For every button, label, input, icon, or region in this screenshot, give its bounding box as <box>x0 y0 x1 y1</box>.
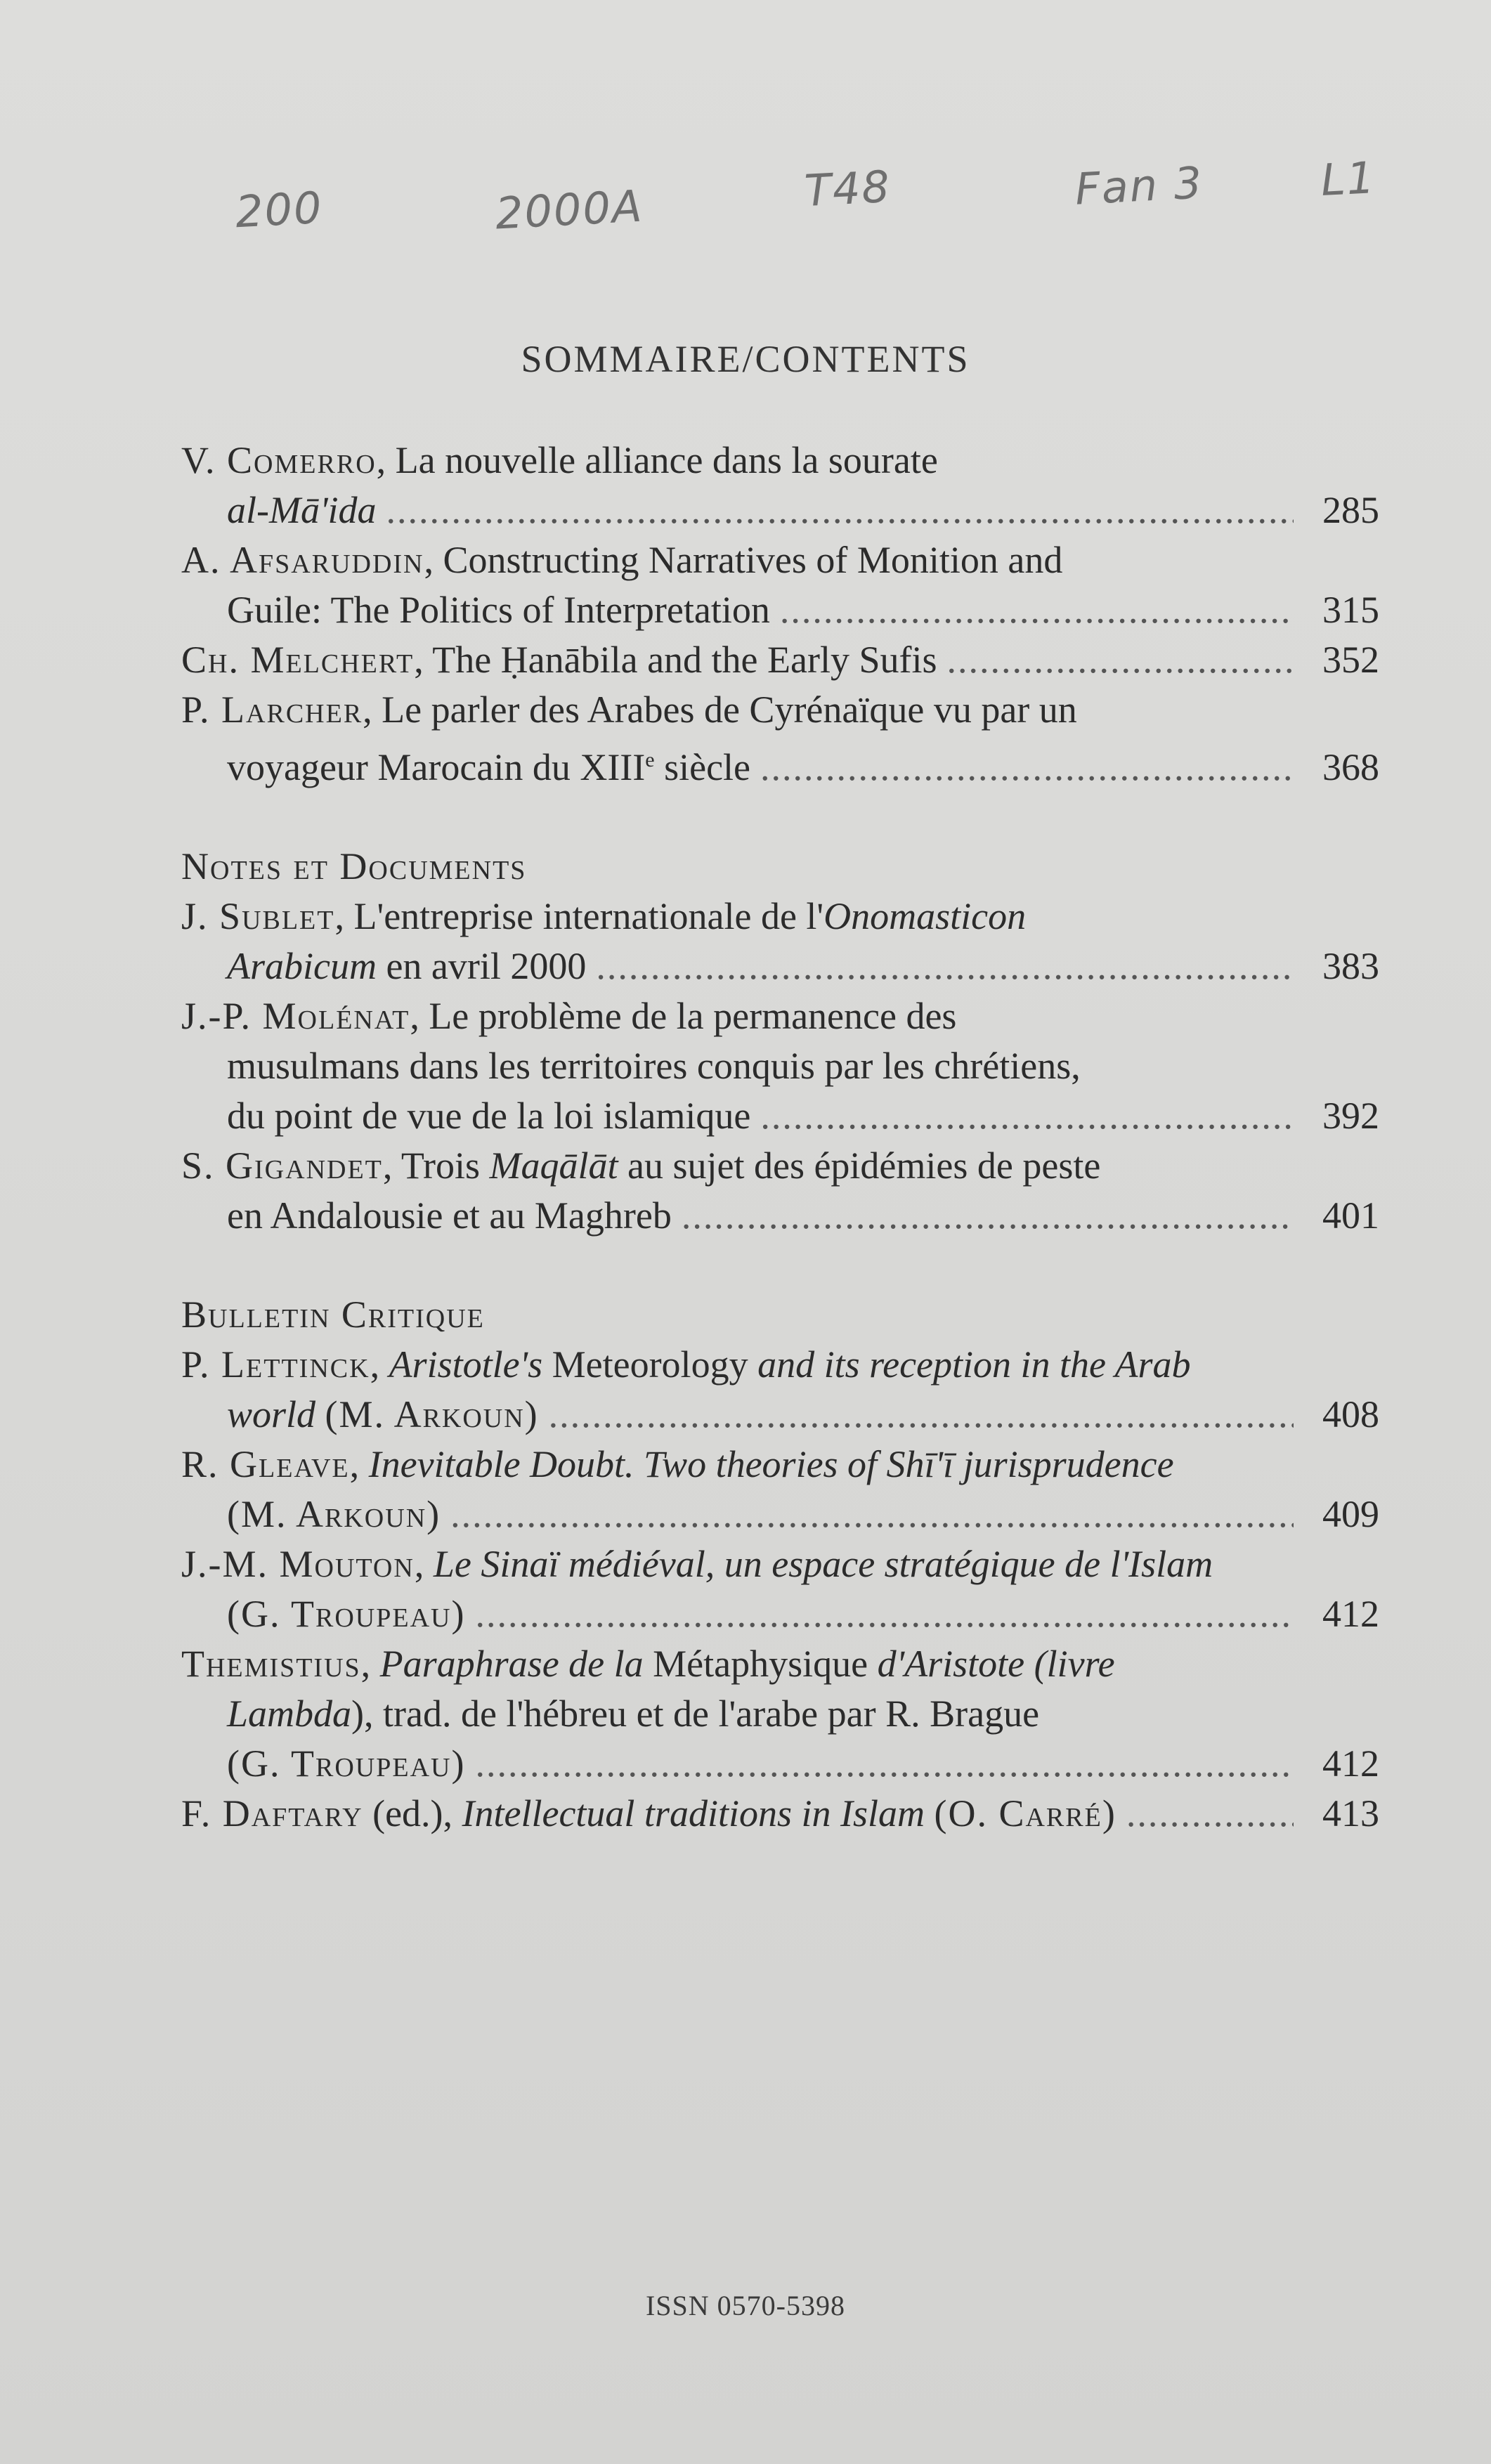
section-heading-bulletin: Bulletin Critique <box>181 1293 485 1336</box>
page-number: 412 <box>1322 1742 1379 1785</box>
page-number: 368 <box>1322 746 1379 788</box>
entry-title: Trois <box>401 1145 481 1187</box>
entry-title: La nouvelle alliance dans la sourate <box>395 439 938 481</box>
entry-title-cont-italic: Lambda <box>227 1693 352 1735</box>
author: P. Lettinck <box>181 1343 370 1386</box>
entry-title-cont: ), trad. de l'hébreu et de l'arabe par R. Brague <box>351 1693 1040 1735</box>
page-number: 285 <box>1322 489 1379 531</box>
entry-title-italic: Onomasticon <box>823 895 1027 937</box>
entry-title-cont: al-Mā'ida <box>227 489 377 531</box>
entry-title-italic: Maqālāt <box>489 1145 618 1187</box>
entry-title: L'entreprise internationale de l' <box>353 895 824 937</box>
entry-title-cont: voyageur Marocain du XIII <box>227 746 646 788</box>
entry-title: Le parler des Arabes de Cyrénaïque vu par un <box>382 689 1077 731</box>
page-number: 413 <box>1322 1792 1379 1834</box>
page-number: 409 <box>1322 1493 1379 1535</box>
toc-entry: J.-P. Molénat, Le problème de la permanence des musulmans dans les territoires conquis par les chrétiens, du point de vue de la loi islamique ..... 392 <box>181 991 1379 1141</box>
entry-title-italic: Intellectual traditions in Islam <box>462 1792 925 1834</box>
entry-title-cont: en avril 2000 <box>386 945 587 987</box>
entry-title-cont-italic: world <box>227 1393 316 1435</box>
reviewer: (M. Arkoun) <box>325 1393 539 1435</box>
entry-title-cont: Guile: The Politics of Interpretation <box>227 589 770 631</box>
author: R. Gleave <box>181 1443 350 1485</box>
entry-title-2: au sujet des épidémies de peste <box>627 1145 1101 1187</box>
toc-entry: P. Lettinck, Aristotle's Meteorology and its reception in the Arab world (M. Arkoun) ..... 408 <box>181 1340 1379 1440</box>
reviewer: (G. Troupeau) <box>227 1742 466 1785</box>
handwritten-note-5: L1 <box>1320 152 1377 206</box>
handwritten-note-3: T48 <box>803 160 892 217</box>
superscript: e <box>645 748 655 771</box>
page-number: 408 <box>1322 1393 1379 1435</box>
reviewer: (O. Carré) <box>934 1792 1116 1834</box>
toc-entry: S. Gigandet, Trois Maqālāt au sujet des épidémies de peste en Andalousie et au Maghreb ..... 401 <box>181 1141 1379 1241</box>
page-number: 401 <box>1322 1194 1379 1237</box>
author: P. Larcher <box>181 689 363 731</box>
toc-entry: A. Afsaruddin, Constructing Narratives of Monition and Guile: The Politics of Interpretation ..... 315 <box>181 535 1379 635</box>
author: J.-M. Mouton <box>181 1543 415 1585</box>
author: A. Afsaruddin <box>181 539 424 581</box>
handwritten-note-1: 200 <box>234 181 325 238</box>
entry-title: Le problème de la permanence des <box>429 995 957 1037</box>
page-number: 392 <box>1322 1095 1379 1137</box>
author: J. Sublet <box>181 895 335 937</box>
author: V. Comerro <box>181 439 377 481</box>
author: S. Gigandet <box>181 1145 383 1187</box>
entry-title-cont-italic: Arabicum <box>227 945 377 987</box>
toc-entry <box>181 1789 1379 1839</box>
page-title: SOMMAIRE/CONTENTS <box>521 338 970 380</box>
page-number: 352 <box>1322 639 1379 681</box>
entry-title: (ed.), <box>372 1792 453 1834</box>
entry-title-cont: en Andalousie et au Maghreb <box>227 1194 672 1237</box>
author: Ch. Melchert <box>181 639 415 681</box>
entry-title-italic: Paraphrase de la <box>379 1643 644 1685</box>
toc-entry: R. Gleave, Inevitable Doubt. Two theories of Shī'ī jurisprudence (M. Arkoun) ..... 409 <box>181 1440 1379 1539</box>
entry-title-italic: Le Sinaï médiéval, un espace stratégique de l'Islam <box>433 1543 1213 1585</box>
entry-title: Constructing Narratives of Monition and <box>443 539 1063 581</box>
toc-entry: Ch. Melchert, The Ḥanābila and the Early Sufis ..... 352 <box>181 635 1379 685</box>
entry-title-cont-2: du point de vue de la loi islamique <box>227 1095 751 1137</box>
toc-entry: Themistius, Paraphrase de la Métaphysique d'Aristote (livre Lambda), trad. de l'hébreu et de l'arabe par R. Brague (G. Troupeau) ..... 412 <box>181 1639 1379 1789</box>
entry-title-cont: musulmans dans les territoires conquis par les chrétiens, <box>227 1045 1081 1087</box>
table-of-contents <box>181 436 1379 1839</box>
issn: ISSN 0570-5398 <box>645 2290 846 2321</box>
entry-title-italic-2: and its reception in the Arab <box>757 1343 1191 1386</box>
reviewer: (M. Arkoun) <box>227 1493 441 1535</box>
page-number: 412 <box>1322 1593 1379 1635</box>
entry-title-italic: Aristotle's <box>389 1343 543 1386</box>
entry-title-italic-2: d'Aristote (livre <box>877 1643 1115 1685</box>
section-heading-notes: Notes et Documents <box>181 845 527 887</box>
entry-title: The Ḥanābila and the Early Sufis <box>432 639 937 681</box>
toc-entry: P. Larcher, Le parler des Arabes de Cyrénaïque vu par un voyageur Marocain du XIIIe siècle ..... 368 <box>181 685 1379 793</box>
entry-title: Métaphysique <box>653 1643 868 1685</box>
toc-entry: V. Comerro, La nouvelle alliance dans la sourate al-Mā'ida ..... 285 <box>181 436 1379 535</box>
entry-title: Meteorology <box>552 1343 748 1386</box>
toc-entry: J. Sublet, L'entreprise internationale de l'Onomasticon Arabicum en avril 2000 ..... 383 <box>181 892 1379 991</box>
page-number: 383 <box>1322 945 1379 987</box>
entry-title-italic: Inevitable Doubt. Two theories of Shī'ī jurisprudence <box>368 1443 1174 1485</box>
handwritten-note-2: 2000A <box>494 180 644 240</box>
author: F. Daftary <box>181 1792 363 1834</box>
entry-title-cont-2: siècle <box>664 746 751 788</box>
page-number: 315 <box>1322 589 1379 631</box>
handwritten-note-4: Fan 3 <box>1074 157 1204 215</box>
author: J.-P. Molénat <box>181 995 410 1037</box>
reviewer: (G. Troupeau) <box>227 1593 466 1635</box>
author: Themistius <box>181 1643 361 1685</box>
toc-entry: J.-M. Mouton, Le Sinaï médiéval, un espace stratégique de l'Islam (G. Troupeau) ..... 412 <box>181 1539 1379 1639</box>
